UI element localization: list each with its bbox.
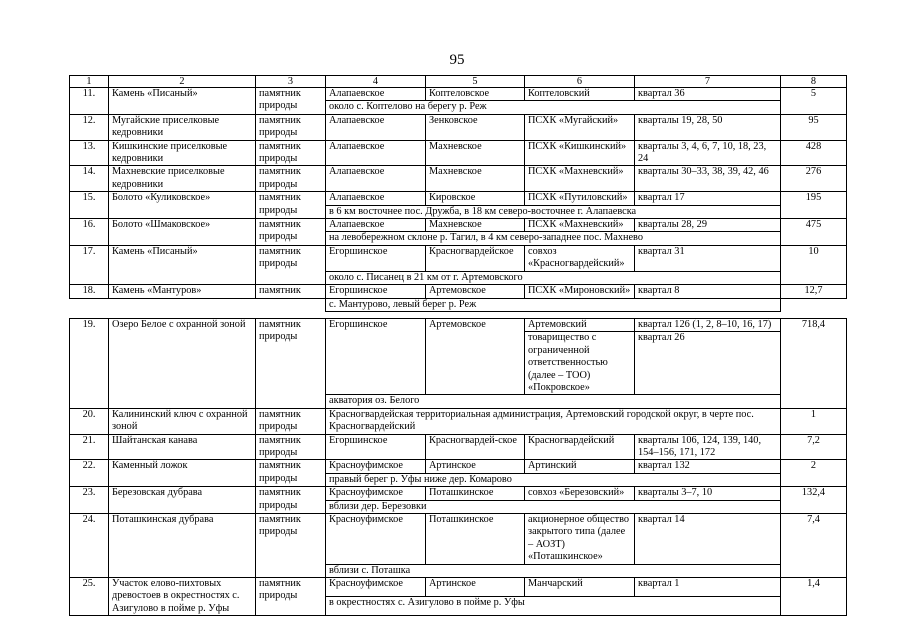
cell-c5: Поташкинское bbox=[426, 514, 525, 565]
location-text: в 6 км восточнее пос. Дружба, в 18 км северо-восточнее г. Алапаевска bbox=[326, 205, 781, 218]
row-number: 13. bbox=[70, 140, 109, 166]
area-value: 5 bbox=[781, 88, 847, 115]
table-row bbox=[70, 434, 847, 460]
row-number: 21. bbox=[70, 434, 109, 460]
cell-c4: Красноуфимское bbox=[326, 514, 426, 565]
site-name: Камень «Писаный» bbox=[109, 245, 256, 284]
site-type: памятник bbox=[256, 285, 326, 298]
location-text: вблизи дер. Березовки bbox=[326, 500, 781, 513]
header-cell: 1 bbox=[70, 76, 109, 88]
cell-c5: Артинское bbox=[426, 460, 525, 473]
cell-c6: ПСХК «Мироновский» bbox=[525, 285, 635, 298]
cell-c5: Кировское bbox=[426, 192, 525, 205]
site-type: памятник природы bbox=[256, 114, 326, 140]
area-value: 95 bbox=[781, 114, 847, 140]
row-number: 22. bbox=[70, 460, 109, 487]
location-text: правый берег р. Уфы ниже дер. Комарово bbox=[326, 473, 781, 486]
table-row bbox=[70, 219, 847, 232]
cell-c6: Артинский bbox=[525, 460, 635, 473]
cell-c5: Махневское bbox=[426, 166, 525, 192]
area-value: 718,4 bbox=[781, 318, 847, 408]
location-text: вблизи с. Поташка bbox=[326, 564, 781, 577]
cell-c5: Поташкинское bbox=[426, 487, 525, 500]
area-value: 132,4 bbox=[781, 487, 847, 514]
table-row bbox=[70, 114, 847, 140]
table-row bbox=[70, 408, 847, 434]
area-value: 1 bbox=[781, 408, 847, 434]
row-number: 15. bbox=[70, 192, 109, 219]
cell-c5: Махневское bbox=[426, 219, 525, 232]
cell-c7: кварталы 19, 28, 50 bbox=[635, 114, 781, 140]
cell-c4: Егоршинское bbox=[326, 434, 426, 460]
cell-c7: квартал 31 bbox=[635, 245, 781, 271]
site-name: Камень «Мантуров» bbox=[109, 285, 256, 298]
table-row bbox=[70, 578, 847, 597]
site-type: памятник природы bbox=[256, 460, 326, 487]
location-text: с. Мантурово, левый берег р. Реж bbox=[326, 298, 781, 311]
cell-c5: Зенковское bbox=[426, 114, 525, 140]
cell-c4: Егоршинское bbox=[326, 285, 426, 298]
cell-c6: ПСХК «Кишкинский» bbox=[525, 140, 635, 166]
row-number: 20. bbox=[70, 408, 109, 434]
row-number: 11. bbox=[70, 88, 109, 115]
cell-c4: Алапаевское bbox=[326, 114, 426, 140]
row-number: 19. bbox=[70, 318, 109, 408]
header-row bbox=[70, 76, 847, 88]
site-name: Участок елово-пихтовых древостоев в окрестностях с. Азигулово в пойме р. Уфы bbox=[109, 578, 256, 616]
cell-c7: кварталы 28, 29 bbox=[635, 219, 781, 232]
row-number: 12. bbox=[70, 114, 109, 140]
site-name: Болото «Шмаковское» bbox=[109, 219, 256, 246]
row-number: 16. bbox=[70, 219, 109, 246]
cell-c6: акционерное общество закрытого типа (далее – АОЗТ) «Поташкинское» bbox=[525, 514, 635, 565]
site-type: памятник природы bbox=[256, 219, 326, 246]
cell-c7: квартал 126 (1, 2, 8–10, 16, 17) bbox=[635, 318, 781, 331]
cell-c5: Красногвардейское bbox=[426, 245, 525, 271]
cell-c4: Алапаевское bbox=[326, 88, 426, 101]
area-value: 276 bbox=[781, 166, 847, 192]
location-text: акватория оз. Белого bbox=[326, 395, 781, 408]
cell-c7: квартал 26 bbox=[635, 332, 781, 395]
site-name: Поташкинская дубрава bbox=[109, 514, 256, 578]
site-type: памятник природы bbox=[256, 408, 326, 434]
location-text: в окрестностях с. Азигулово в пойме р. Уфы bbox=[326, 597, 781, 616]
header-cell: 4 bbox=[326, 76, 426, 88]
area-value: 1,4 bbox=[781, 578, 847, 616]
site-name: Березовская дубрава bbox=[109, 487, 256, 514]
table-row bbox=[70, 285, 847, 298]
header-cell: 2 bbox=[109, 76, 256, 88]
area-value: 475 bbox=[781, 219, 847, 246]
cell-c4: Алапаевское bbox=[326, 140, 426, 166]
site-type: памятник природы bbox=[256, 434, 326, 460]
cell-c7: кварталы 30–33, 38, 39, 42, 46 bbox=[635, 166, 781, 192]
cell-c4: Егоршинское bbox=[326, 318, 426, 394]
cell-c5: Красногвардей-ское bbox=[426, 434, 525, 460]
location-text: Красногвардейская территориальная администрация, Артемовский городской округ, в черте пос. Красногвардейский bbox=[326, 408, 781, 434]
cell-c7: квартал 132 bbox=[635, 460, 781, 473]
site-type: памятник природы bbox=[256, 514, 326, 578]
location-text: на левобережном склоне р. Тагил, в 4 км северо-западнее пос. Махнево bbox=[326, 232, 781, 245]
area-value: 10 bbox=[781, 245, 847, 284]
site-type: памятник природы bbox=[256, 578, 326, 616]
cell-c7: квартал 1 bbox=[635, 578, 781, 597]
cell-c4: Красноуфимское bbox=[326, 578, 426, 597]
page-number: 95 bbox=[449, 52, 465, 68]
table-row bbox=[70, 318, 847, 331]
area-value: 428 bbox=[781, 140, 847, 166]
area-value: 2 bbox=[781, 460, 847, 487]
cell-c4: Егоршинское bbox=[326, 245, 426, 271]
site-type: памятник природы bbox=[256, 166, 326, 192]
site-name: Озеро Белое с охранной зоной bbox=[109, 318, 256, 408]
cell-c7: кварталы 3, 4, 6, 7, 10, 18, 23, 24 bbox=[635, 140, 781, 166]
site-type: памятник природы bbox=[256, 88, 326, 115]
cell-c6: Артемовский bbox=[525, 318, 635, 331]
table-row bbox=[70, 460, 847, 473]
cell-c7: квартал 36 bbox=[635, 88, 781, 101]
header-cell: 5 bbox=[426, 76, 525, 88]
cell-c5: Артемовское bbox=[426, 318, 525, 394]
cell-c6: товарищество с ограниченной ответственностью (далее – ТОО) «Покровское» bbox=[525, 332, 635, 395]
cell-c7: квартал 8 bbox=[635, 285, 781, 298]
cell-c6: ПСХК «Махневский» bbox=[525, 219, 635, 232]
site-name: Каменный ложок bbox=[109, 460, 256, 487]
cell-c4: Красноуфимское bbox=[326, 460, 426, 473]
header-cell: 6 bbox=[525, 76, 635, 88]
cell-c5: Махневское bbox=[426, 140, 525, 166]
site-name: Болото «Куликовское» bbox=[109, 192, 256, 219]
cell-c4: Алапаевское bbox=[326, 192, 426, 205]
table-row bbox=[70, 166, 847, 192]
row-number: 18. bbox=[70, 285, 109, 298]
cell-c6: ПСХК «Путиловский» bbox=[525, 192, 635, 205]
table-row bbox=[70, 487, 847, 500]
header-cell: 7 bbox=[635, 76, 781, 88]
location-text: около с. Коптелово на берегу р. Реж bbox=[326, 101, 781, 114]
cell-c6: Красногвардейский bbox=[525, 434, 635, 460]
table-row bbox=[70, 245, 847, 271]
cell-c4: Алапаевское bbox=[326, 166, 426, 192]
location-text: около с. Писанец в 21 км от г. Артемовского bbox=[326, 271, 781, 284]
section-gap bbox=[70, 311, 847, 318]
site-name: Мугайские приселковые кедровники bbox=[109, 114, 256, 140]
table-row bbox=[70, 192, 847, 205]
cell-c5: Коптеловское bbox=[426, 88, 525, 101]
area-value: 12,7 bbox=[781, 285, 847, 298]
table-row bbox=[70, 140, 847, 166]
site-name: Шайтанская канава bbox=[109, 434, 256, 460]
cell-c4: Красноуфимское bbox=[326, 487, 426, 500]
site-type: памятник природы bbox=[256, 318, 326, 408]
row-number: 14. bbox=[70, 166, 109, 192]
row-number: 23. bbox=[70, 487, 109, 514]
area-value: 7,2 bbox=[781, 434, 847, 460]
site-name: Калининский ключ с охранной зоной bbox=[109, 408, 256, 434]
area-value: 7,4 bbox=[781, 514, 847, 578]
cell-c6: Коптеловский bbox=[525, 88, 635, 101]
site-type: памятник природы bbox=[256, 487, 326, 514]
cell-c7: кварталы 106, 124, 139, 140, 154–156, 171, 172 bbox=[635, 434, 781, 460]
cell-c5: Артемовское bbox=[426, 285, 525, 298]
cell-c7: квартал 17 bbox=[635, 192, 781, 205]
site-name: Камень «Писаный» bbox=[109, 88, 256, 115]
area-value: 195 bbox=[781, 192, 847, 219]
cell-c6: Манчарский bbox=[525, 578, 635, 597]
table-row-location bbox=[70, 298, 847, 311]
cell-c7: кварталы 3–7, 10 bbox=[635, 487, 781, 500]
row-number: 25. bbox=[70, 578, 109, 616]
protected-areas-table bbox=[69, 75, 847, 616]
cell-c6: совхоз «Березовский» bbox=[525, 487, 635, 500]
cell-c6: ПСХК «Мугайский» bbox=[525, 114, 635, 140]
table-row bbox=[70, 88, 847, 101]
cell-c7: квартал 14 bbox=[635, 514, 781, 565]
site-type: памятник природы bbox=[256, 245, 326, 284]
header-cell: 3 bbox=[256, 76, 326, 88]
cell-c5: Артинское bbox=[426, 578, 525, 597]
cell-c4: Алапаевское bbox=[326, 219, 426, 232]
cell-c6: совхоз «Красногвардейский» bbox=[525, 245, 635, 271]
row-number: 17. bbox=[70, 245, 109, 284]
site-type: памятник природы bbox=[256, 192, 326, 219]
row-number: 24. bbox=[70, 514, 109, 578]
site-name: Махневские приселковые кедровники bbox=[109, 166, 256, 192]
cell-c6: ПСХК «Махневский» bbox=[525, 166, 635, 192]
site-type: памятник природы bbox=[256, 140, 326, 166]
header-cell: 8 bbox=[781, 76, 847, 88]
site-name: Кишкинские приселковые кедровники bbox=[109, 140, 256, 166]
table-row bbox=[70, 514, 847, 565]
